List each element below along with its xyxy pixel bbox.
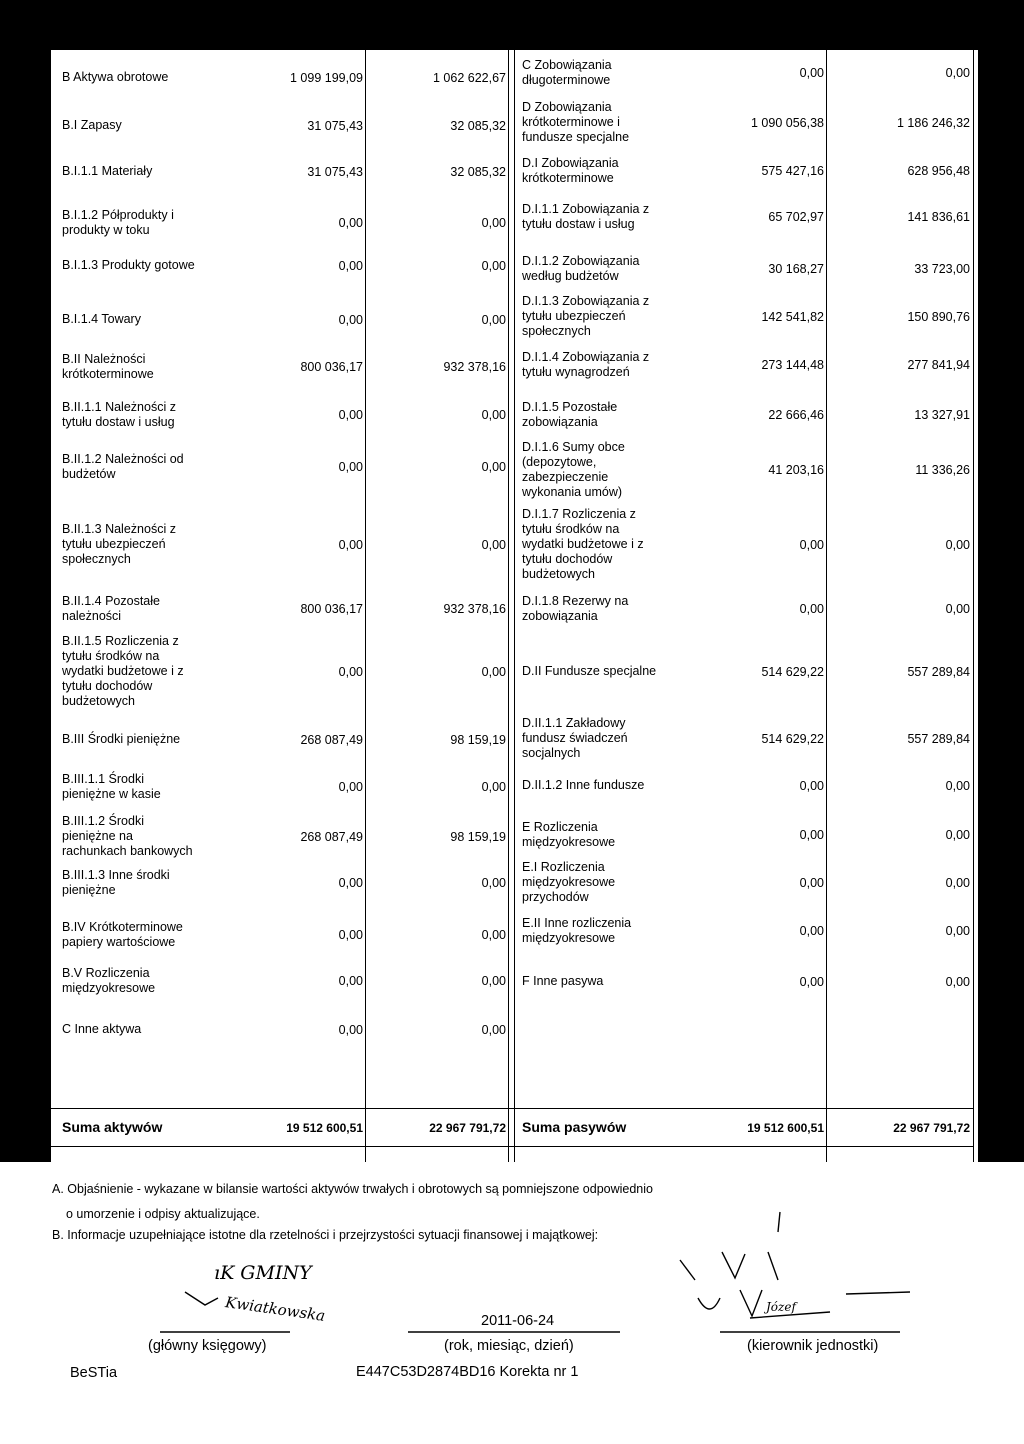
signature-line-right: [846, 1292, 910, 1294]
total-liabilities-value-1: 19 512 600,51: [747, 1121, 824, 1135]
head-label: (kierownik jednostki): [747, 1338, 879, 1354]
liabilities-row-label: D Zobowiązania krótkoterminowe i fundusze specjalne: [522, 100, 630, 144]
liabilities-row-value-v1: 0,00: [799, 778, 824, 793]
head-signature: Józef: [766, 1300, 796, 1314]
assets-row-value-v2: 932 378,16: [443, 602, 506, 616]
assets-row-label: B.II.1.2 Należności od budżetów: [62, 452, 184, 481]
assets-row-value-v2: 0,00: [481, 408, 506, 422]
liabilities-row-value-v1: 142 541,82: [761, 309, 824, 324]
total-assets-label: Suma aktywów: [62, 1119, 163, 1135]
total-assets-value-1: 19 512 600,51: [286, 1121, 363, 1135]
assets-row-value-v2: 0,00: [481, 460, 506, 474]
liabilities-row-label: D.I.1.3 Zobowiązania z tytułu ubezpieczeń społecznych: [522, 294, 650, 338]
liabilities-row-label: C Zobowiązania długoterminowe: [522, 58, 612, 87]
assets-row-value-v1: 31 075,43: [307, 118, 363, 133]
assets-row-value-v2: 0,00: [481, 1022, 506, 1037]
signature-stroke-5: [698, 1298, 720, 1309]
sign-date: 2011-06-24: [481, 1313, 555, 1329]
liabilities-row-value-v1: 30 168,27: [768, 262, 824, 276]
liabilities-row-value-v1: 0,00: [799, 924, 824, 938]
assets-row-label: B.III Środki pieniężne: [62, 732, 181, 746]
assets-row-label: B.III.1.1 Środki pieniężne w kasie: [62, 772, 161, 801]
liabilities-row-value-v2: 628 956,48: [907, 164, 970, 178]
liabilities-row-value-v2: 0,00: [945, 924, 970, 938]
liabilities-row-value-v1: 273 144,48: [761, 358, 824, 372]
assets-row-value-v1: 0,00: [338, 460, 363, 474]
liabilities-row-value-v1: 0,00: [799, 828, 824, 842]
liabilities-row-label: F Inne pasywa: [522, 974, 604, 988]
liabilities-row-value-v2: 557 289,84: [907, 664, 970, 679]
note-a-line-1: A. Objaśnienie - wykazane w bilansie wartości aktywów trwałych i obrotowych są pomniejszone odpowiednio: [52, 1182, 653, 1196]
liabilities-row-value-v2: 0,00: [945, 602, 970, 616]
liabilities-row-value-v1: 0,00: [799, 875, 824, 890]
liabilities-row-label: D.II Fundusze specjalne: [522, 664, 657, 678]
assets-row-value-v1: 268 087,49: [300, 829, 363, 844]
accountant-signature: Kwiatkowska: [224, 1293, 327, 1325]
liabilities-row-value-v1: 0,00: [799, 537, 824, 552]
signature-stroke-left: [185, 1292, 218, 1305]
footer-software: BeSTia: [70, 1365, 118, 1381]
assets-row-value-v2: 1 062 622,67: [433, 70, 506, 85]
assets-row-label: B.IV Krótkoterminowe papiery wartościowe: [62, 920, 183, 949]
liabilities-row-value-v1: 0,00: [799, 974, 824, 989]
assets-row-label: B.I.1.4 Towary: [62, 312, 141, 326]
assets-row-value-v1: 800 036,17: [300, 602, 363, 616]
assets-row-value-v2: 98 159,19: [450, 829, 506, 844]
date-label: (rok, miesiąc, dzień): [444, 1338, 574, 1354]
liabilities-row-label: E.I Rozliczenia międzyokresowe przychodów: [522, 860, 616, 904]
signature-stroke-1: [680, 1260, 695, 1280]
assets-row-value-v1: 0,00: [338, 258, 363, 273]
signature-underline: [750, 1312, 830, 1318]
liabilities-row-value-v2: 0,00: [945, 537, 970, 552]
liabilities-row-value-v1: 0,00: [799, 66, 824, 80]
assets-row-value-v1: 800 036,17: [300, 360, 363, 374]
assets-row-value-v2: 0,00: [481, 974, 506, 988]
liabilities-row-value-v2: 1 186 246,32: [897, 115, 970, 130]
liabilities-row-value-v2: 557 289,84: [907, 731, 970, 746]
liabilities-row-value-v1: 41 203,16: [768, 463, 824, 477]
total-assets-value-2: 22 967 791,72: [429, 1121, 506, 1135]
liabilities-row-value-v1: 514 629,22: [761, 664, 824, 679]
assets-row-label: C Inne aktywa: [62, 1022, 142, 1036]
liabilities-row-value-v2: 33 723,00: [914, 262, 970, 276]
liabilities-row-value-v1: 0,00: [799, 602, 824, 616]
liabilities-row-label: D.I.1.5 Pozostałe zobowiązania: [522, 400, 618, 429]
note-b-line: B. Informacje uzupełniające istotne dla rzetelności i przejrzystości sytuacji finansowej i majątkowej:: [52, 1228, 599, 1242]
assets-row-value-v1: 31 075,43: [307, 164, 363, 179]
signature-stroke-6: [740, 1290, 762, 1316]
assets-row-value-v2: 0,00: [481, 928, 506, 942]
assets-row-label: B Aktywa obrotowe: [62, 70, 169, 84]
signature-stroke-3: [768, 1252, 778, 1280]
assets-row-label: B.I.1.2 Półprodukty i produkty w toku: [62, 208, 174, 237]
signature-stroke-2: [722, 1252, 745, 1278]
liabilities-row-value-v1: 1 090 056,38: [751, 115, 824, 130]
liabilities-row-label: E Rozliczenia międzyokresowe: [522, 820, 616, 849]
assets-row-label: B.III.1.2 Środki pieniężne na rachunkach bankowych: [62, 814, 193, 858]
assets-row-label: B.II.1.5 Rozliczenia z tytułu środków na wydatki budżetowe i z tytułu dochodów budżetowych: [62, 634, 184, 708]
assets-row-label: B.I.1.1 Materiały: [62, 164, 153, 178]
assets-row-label: B.II.1.4 Pozostałe należności: [62, 594, 160, 623]
assets-row-label: B.I.1.3 Produkty gotowe: [62, 258, 195, 272]
liabilities-row-label: D.I.1.1 Zobowiązania z tytułu dostaw i usług: [522, 202, 650, 231]
assets-row-value-v2: 0,00: [481, 258, 506, 273]
assets-row-value-v2: 32 085,32: [450, 164, 506, 179]
assets-row-label: B.III.1.3 Inne środki pieniężne: [62, 868, 170, 897]
liabilities-row-label: D.I.1.6 Sumy obce (depozytowe, zabezpieczenie wykonania umów): [522, 440, 625, 499]
assets-row-value-v1: 0,00: [338, 216, 363, 230]
assets-row-label: B.V Rozliczenia międzyokresowe: [62, 966, 156, 995]
assets-row-value-v2: 32 085,32: [450, 118, 506, 133]
assets-row-value-v2: 0,00: [481, 312, 506, 327]
assets-row-value-v2: 0,00: [481, 216, 506, 230]
assets-row-label: B.II Należności krótkoterminowe: [62, 352, 154, 381]
liabilities-row-value-v2: 150 890,76: [907, 309, 970, 324]
liabilities-row-label: D.I.1.2 Zobowiązania według budżetów: [522, 254, 640, 283]
liabilities-row-label: D.I.1.4 Zobowiązania z tytułu wynagrodzeń: [522, 350, 650, 379]
assets-row-value-v1: 0,00: [338, 408, 363, 422]
assets-row-value-v1: 0,00: [338, 537, 363, 552]
liabilities-row-value-v1: 65 702,97: [768, 210, 824, 224]
assets-row-value-v2: 0,00: [481, 780, 506, 794]
assets-row-label: B.II.1.1 Należności z tytułu dostaw i usług: [62, 400, 176, 429]
liabilities-row-label: E.II Inne rozliczenia międzyokresowe: [522, 916, 632, 945]
assets-row-value-v2: 98 159,19: [450, 732, 506, 747]
footer-document-id: E447C53D2874BD16 Korekta nr 1: [356, 1364, 579, 1380]
assets-row-value-v1: 1 099 199,09: [290, 70, 363, 85]
liabilities-row-value-v2: 0,00: [945, 66, 970, 80]
assets-row-label: B.II.1.3 Należności z tytułu ubezpieczeń społecznych: [62, 522, 176, 566]
liabilities-row-value-v2: 0,00: [945, 778, 970, 793]
assets-row-value-v1: 0,00: [338, 664, 363, 679]
assets-row-value-v1: 0,00: [338, 974, 363, 988]
assets-row-value-v1: 0,00: [338, 876, 363, 890]
assets-row-value-v1: 0,00: [338, 1022, 363, 1037]
liabilities-row-value-v1: 22 666,46: [768, 408, 824, 422]
assets-row-value-v1: 0,00: [338, 928, 363, 942]
liabilities-row-value-v1: 575 427,16: [761, 164, 824, 178]
assets-row-value-v1: 0,00: [338, 780, 363, 794]
liabilities-row-value-v2: 0,00: [945, 974, 970, 989]
total-liabilities-value-2: 22 967 791,72: [893, 1121, 970, 1135]
assets-row-value-v2: 0,00: [481, 876, 506, 890]
liabilities-row-label: D.I.1.8 Rezerwy na zobowiązania: [522, 594, 629, 623]
liabilities-row-value-v2: 141 836,61: [907, 210, 970, 224]
note-a-line-2: o umorzenie i odpisy aktualizujące.: [66, 1207, 260, 1221]
assets-row-value-v2: 932 378,16: [443, 360, 506, 374]
liabilities-row-value-v2: 11 336,26: [915, 463, 970, 477]
liabilities-row-value-v1: 514 629,22: [761, 731, 824, 746]
liabilities-row-value-v2: 277 841,94: [907, 358, 970, 372]
liabilities-row-label: D.I Zobowiązania krótkoterminowe: [522, 156, 619, 185]
liabilities-row-value-v2: 0,00: [945, 828, 970, 842]
assets-row-value-v1: 268 087,49: [300, 732, 363, 747]
assets-row-value-v1: 0,00: [338, 312, 363, 327]
stamp-handwriting: ıK GMINY: [214, 1262, 312, 1284]
assets-row-value-v2: 0,00: [481, 537, 506, 552]
total-liabilities-label: Suma pasywów: [522, 1119, 627, 1135]
signature-stroke-4: [778, 1212, 780, 1232]
liabilities-row-label: D.II.1.1 Zakładowy fundusz świadczeń socjalnych: [522, 716, 628, 760]
assets-row-value-v2: 0,00: [481, 664, 506, 679]
liabilities-row-value-v2: 13 327,91: [914, 408, 970, 422]
liabilities-row-label: D.II.1.2 Inne fundusze: [522, 778, 645, 792]
liabilities-row-value-v2: 0,00: [945, 875, 970, 890]
accountant-label: (główny księgowy): [148, 1338, 267, 1354]
assets-row-label: B.I Zapasy: [62, 118, 122, 132]
liabilities-row-label: D.I.1.7 Rozliczenia z tytułu środków na wydatki budżetowe i z tytułu dochodów budżetowych: [522, 507, 644, 581]
